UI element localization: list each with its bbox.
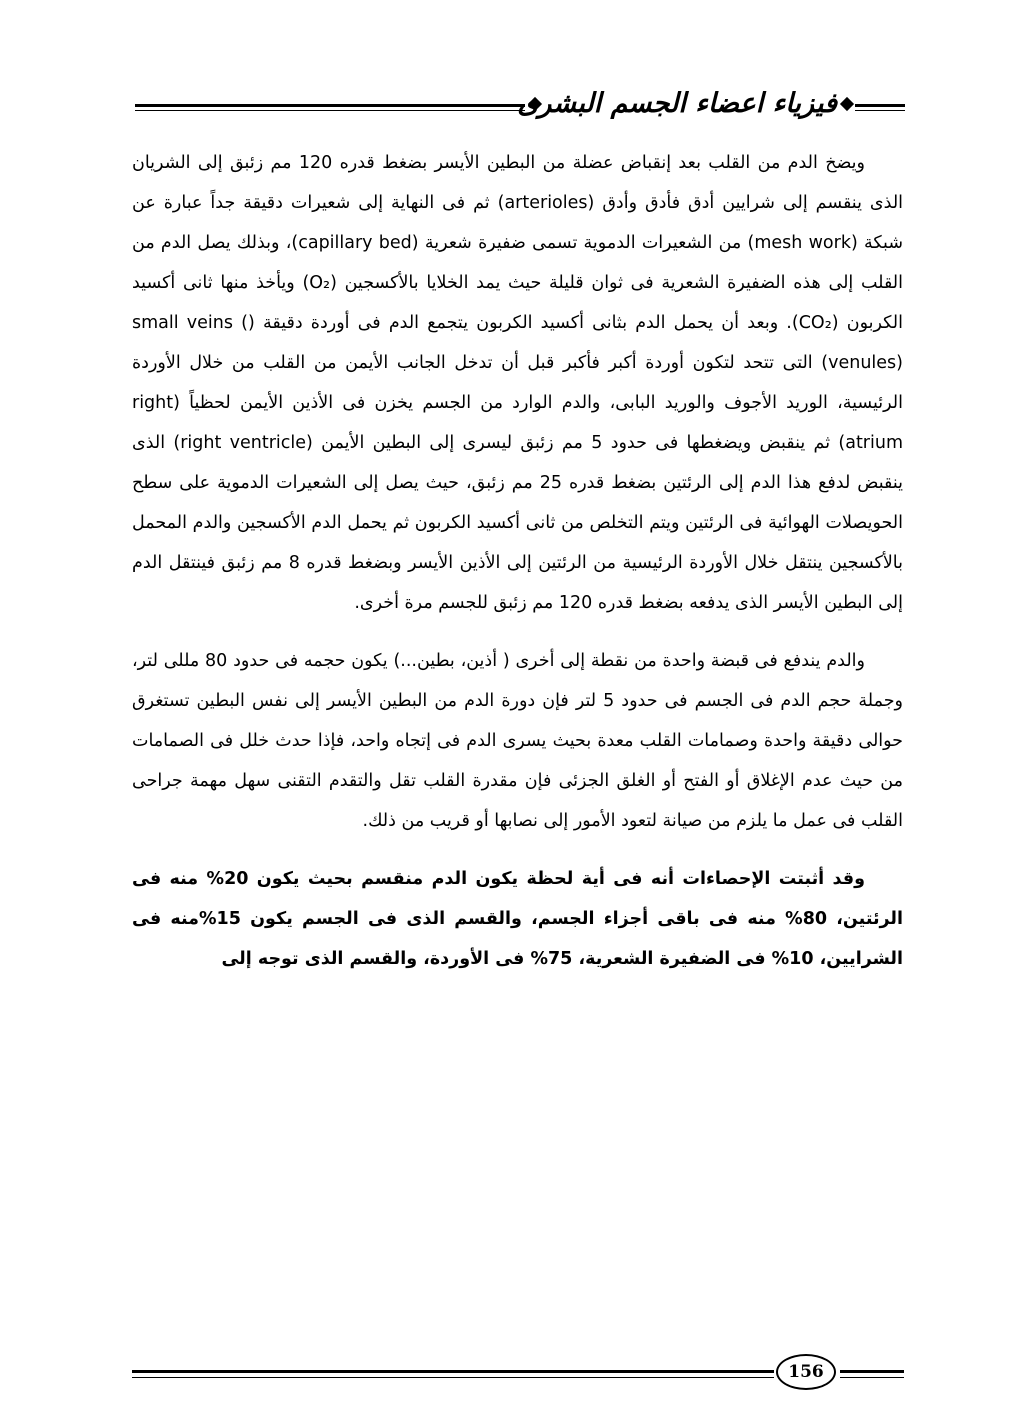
diamond-ornament-right — [840, 97, 854, 111]
footer-rule-right — [840, 1370, 904, 1373]
page-body — [132, 143, 903, 979]
header-rule-right — [855, 104, 905, 107]
paragraph-3: وقد أثبتت الإحصاءات أنه فى أية لحظة يكون الدم منقسم بحيث يكون 20% منه فى الرئتين، 80% منه فى باقى أجزاء الجسم، والقسم الذى فى الجسم يكون 15%منه فى الشرايين، 10% فى الضفيرة الشعرية، 75% فى الأوردة، والقسم الذى توجه إلى — [132, 869, 903, 969]
paragraph-1: ويضخ الدم من القلب بعد إنقباض عضلة من البطين الأيسر بضغط قدره 120 مم زئبق إلى الشريان الذى ينقسم إلى شرايين أدق فأدق وأدق (arterioles) ثم فى النهاية إلى شعيرات دقيقة جداً عبارة عن شبكة (mesh work) من الشعيرات الدموية تسمى ضفيرة شعرية (capillary bed)، وبذلك يصل الدم من القلب إلى هذه الضفيرة الشعرية فى ثوان قليلة حيث يمد الخلايا بالأكسجين (O₂) ويأخذ منها ثانى أكسيد الكربون (CO₂). وبعد أن يحمل الدم بثانى أكسيد الكربون يتجمع الدم فى أوردة دقيقة (small veins ( venules)) التى تتحد لتكون أوردة أكبر فأكبر قبل أن تدخل الجانب الأيمن من القلب من خلال الأوردة الرئيسية، الوريد الأجوف والوريد البابى، والدم الوارد من الجسم يخزن فى الأذين الأيمن لحظياً (right atrium) ثم ينقبض ويضغطها فى حدود 5 مم زئبق ليسرى إلى البطين الأيمن (right ventricle) الذى ينقبض لدفع هذا الدم إلى الرئتين بضغط قدره 25 مم زئبق، حيث يصل إلى الشعيرات الدموية على سطح الحويصلات الهوائية فى الرئتين ويتم التخلص من ثانى أكسيد الكربون ثم يحمل الدم الأكسجين والدم المحمل بالأكسجين ينتقل خلال الأوردة الرئيسية من الرئتين إلى الأذين الأيسر وبضغط قدره 8 مم زئبق فينتقل الدم إلى البطين الأيسر الذى يدفعه بضغط قدره 120 مم زئبق للجسم مرة أخرى. — [132, 153, 904, 613]
page-number-badge: 156 — [776, 1354, 836, 1390]
running-title: فيزياء اعضاء الجسم البشرى — [517, 88, 837, 119]
paragraph-2: والدم يندفع فى قبضة واحدة من نقطة إلى أخرى ( أذين، بطين...) يكون حجمه فى حدود 80 مللى لتر، وجملة حجم الدم فى الجسم فى حدود 5 لتر فإن دورة الدم من البطين الأيسر إلى نفس البطين تستغرق حوالى دقيقة واحدة وصمامات القلب معدة بحيث يسرى الدم فى إتجاه واحد، فإذا حدث خلل فى الصمامات من حيث عدم الإغلاق أو الفتح أو الغلق الجزئى فإن مقدرة القلب تقل والتقدم التقنى سهل مهمة جراحى القلب فى عمل ما يلزم من صيانة لتعود الأمور إلى نصابها أو قريب من ذلك. — [132, 651, 903, 831]
page-header — [135, 70, 905, 140]
header-rule-left — [135, 104, 525, 107]
page-footer — [132, 1352, 904, 1396]
footer-rule-left — [132, 1370, 774, 1373]
